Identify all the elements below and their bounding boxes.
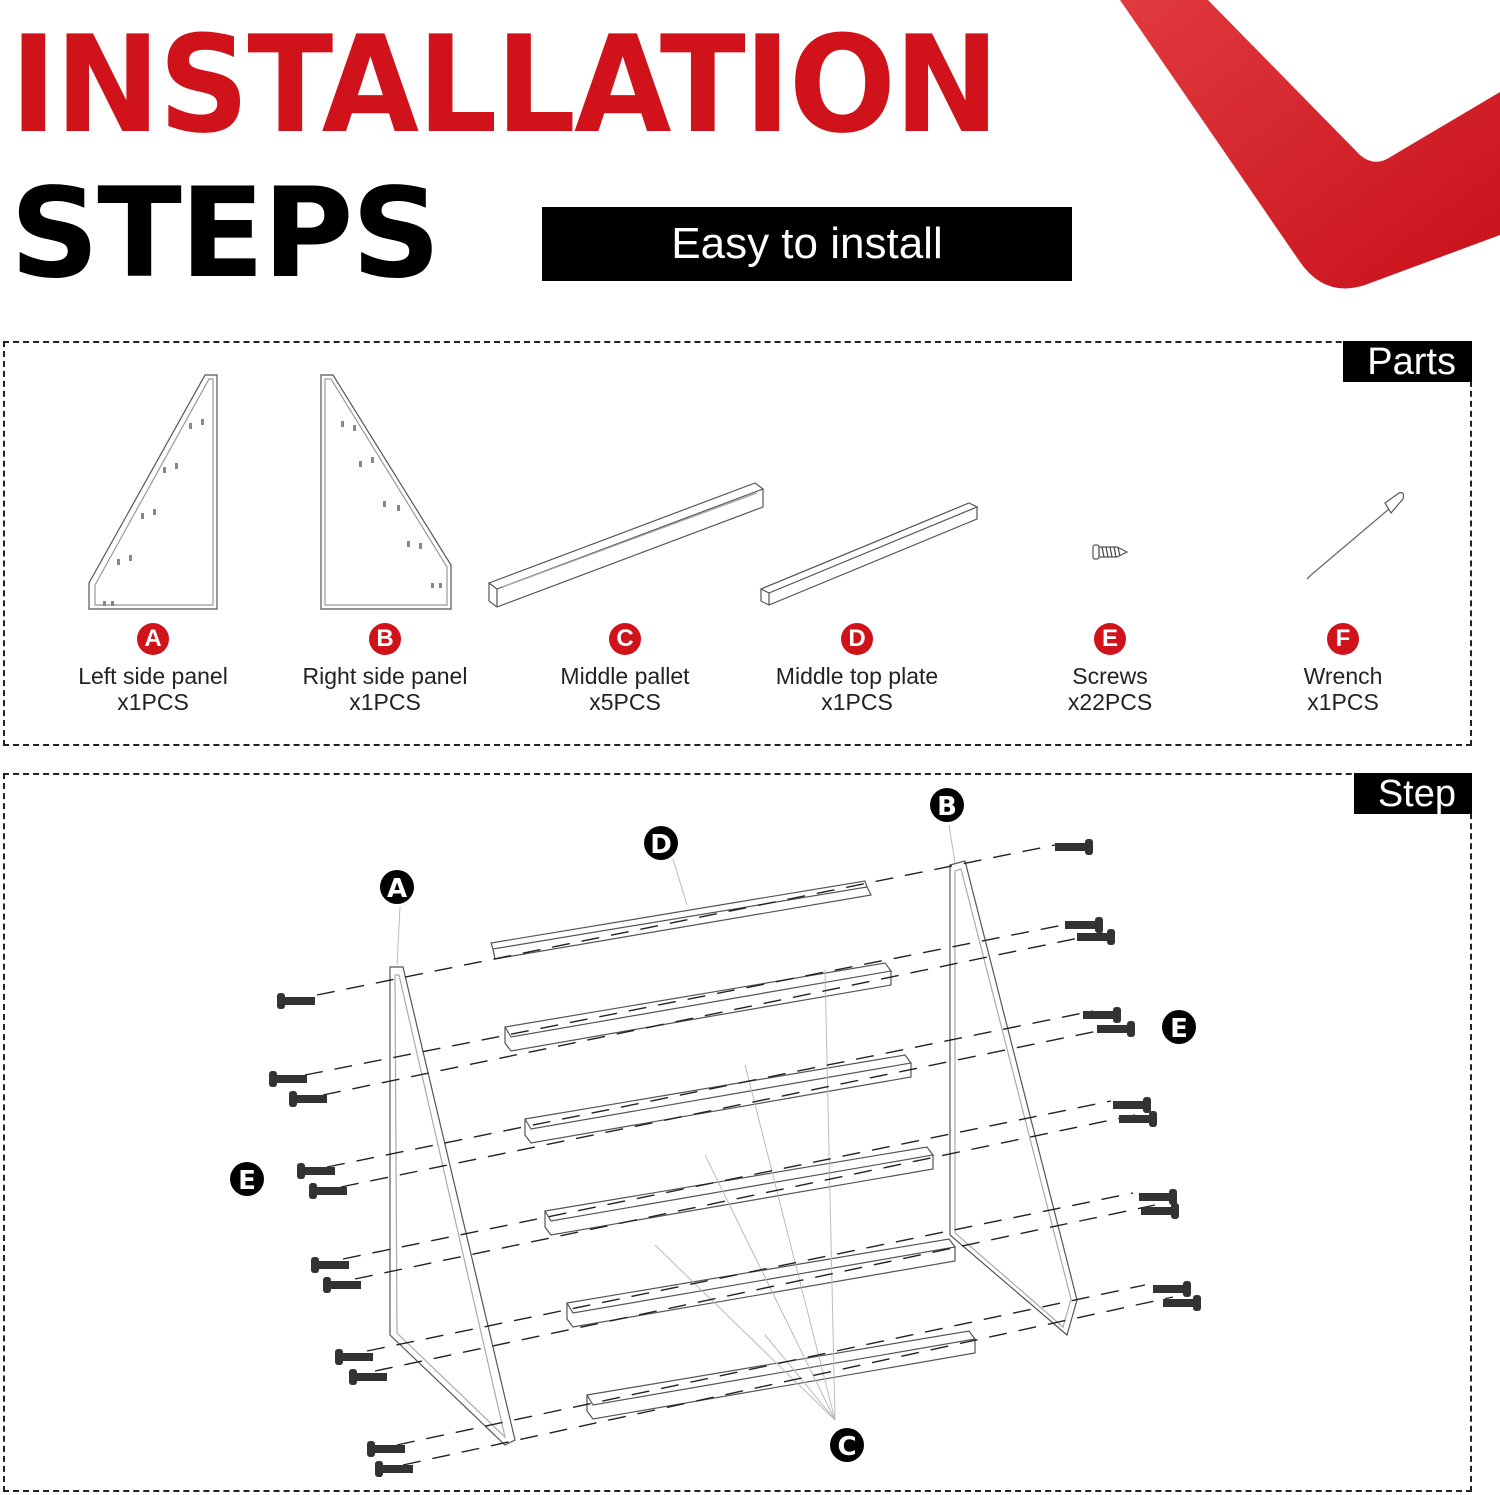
callout-e-left <box>230 1162 264 1196</box>
part-middle-top-plate <box>747 623 967 715</box>
part-letter-badge: E <box>1094 623 1126 655</box>
part-middle-pallet <box>515 623 735 715</box>
part-quantity: x1PCS <box>117 689 189 715</box>
screw-icon <box>277 993 315 1009</box>
screw-drawing <box>1093 545 1127 559</box>
part-quantity: x22PCS <box>1067 689 1153 715</box>
callout-b <box>930 788 964 822</box>
middle-pallet-drawing <box>489 483 763 607</box>
screw-icon <box>1055 839 1093 855</box>
checkmark-icon <box>1120 0 1500 295</box>
svg-text:D: D <box>650 830 672 860</box>
title-installation: INSTALLATION <box>10 7 998 163</box>
screw-alignment-lines <box>305 845 1173 1465</box>
part-name: Middle top plate <box>775 663 939 689</box>
screw-icon <box>1113 1097 1151 1113</box>
parts-illustrations <box>5 343 1470 623</box>
step-panel <box>3 773 1472 1492</box>
part-name: Right side panel <box>302 663 468 689</box>
screw-icon <box>367 1441 405 1457</box>
screw-icon <box>1119 1111 1157 1127</box>
assembly-pallets <box>505 963 975 1419</box>
screw-icon <box>309 1183 347 1199</box>
part-letter-badge: B <box>369 623 401 655</box>
part-name: Wrench <box>1303 663 1383 689</box>
screw-icon <box>1141 1203 1179 1219</box>
parts-panel <box>3 341 1472 746</box>
screw-icon <box>349 1369 387 1385</box>
screw-icon <box>297 1163 335 1179</box>
middle-top-plate-drawing <box>761 503 977 605</box>
callout-c <box>830 1428 864 1462</box>
part-name: Middle pallet <box>560 663 690 689</box>
part-wrench <box>1233 623 1453 715</box>
screw-icon <box>1065 917 1103 933</box>
screw-icon <box>1153 1281 1191 1297</box>
part-right-side-panel <box>275 623 495 715</box>
part-letter-badge: D <box>841 623 873 655</box>
screw-icon <box>1083 1007 1121 1023</box>
step-tab-label: Step <box>1354 773 1472 814</box>
part-letter-badge: A <box>137 623 169 655</box>
screw-icon <box>1097 1021 1135 1037</box>
assembly-left-panel <box>390 967 515 1445</box>
part-left-side-panel <box>43 623 263 715</box>
assembly-screws <box>269 839 1201 1477</box>
part-quantity: x5PCS <box>589 689 661 715</box>
exploded-assembly-diagram <box>5 775 1470 1490</box>
part-quantity: x1PCS <box>821 689 893 715</box>
callout-a <box>380 870 414 904</box>
right-side-panel-drawing <box>321 375 451 609</box>
assembly-right-panel <box>950 861 1077 1335</box>
screw-icon <box>1139 1189 1177 1205</box>
part-quantity: x1PCS <box>349 689 421 715</box>
left-side-panel-drawing <box>89 375 217 609</box>
svg-text:A: A <box>386 874 408 904</box>
part-quantity: x1PCS <box>1307 689 1379 715</box>
part-screws <box>1000 623 1220 715</box>
part-letter-badge: C <box>609 623 641 655</box>
svg-text:C: C <box>837 1432 857 1462</box>
callout-e-right <box>1162 1010 1196 1044</box>
svg-text:E: E <box>238 1166 256 1196</box>
part-letter-badge: F <box>1327 623 1359 655</box>
screw-icon <box>289 1091 327 1107</box>
part-name: Screws <box>1072 663 1148 689</box>
title-steps: STEPS <box>10 162 439 306</box>
assembly-top-plate <box>491 881 871 959</box>
tagline-badge: Easy to install <box>542 207 1072 281</box>
callout-d <box>644 826 678 860</box>
svg-text:B: B <box>937 792 957 822</box>
screw-icon <box>269 1071 307 1087</box>
part-name: Left side panel <box>78 663 228 689</box>
parts-tab-label: Parts <box>1343 341 1472 382</box>
screwdriver-drawing <box>1307 493 1404 579</box>
svg-text:E: E <box>1170 1014 1188 1044</box>
